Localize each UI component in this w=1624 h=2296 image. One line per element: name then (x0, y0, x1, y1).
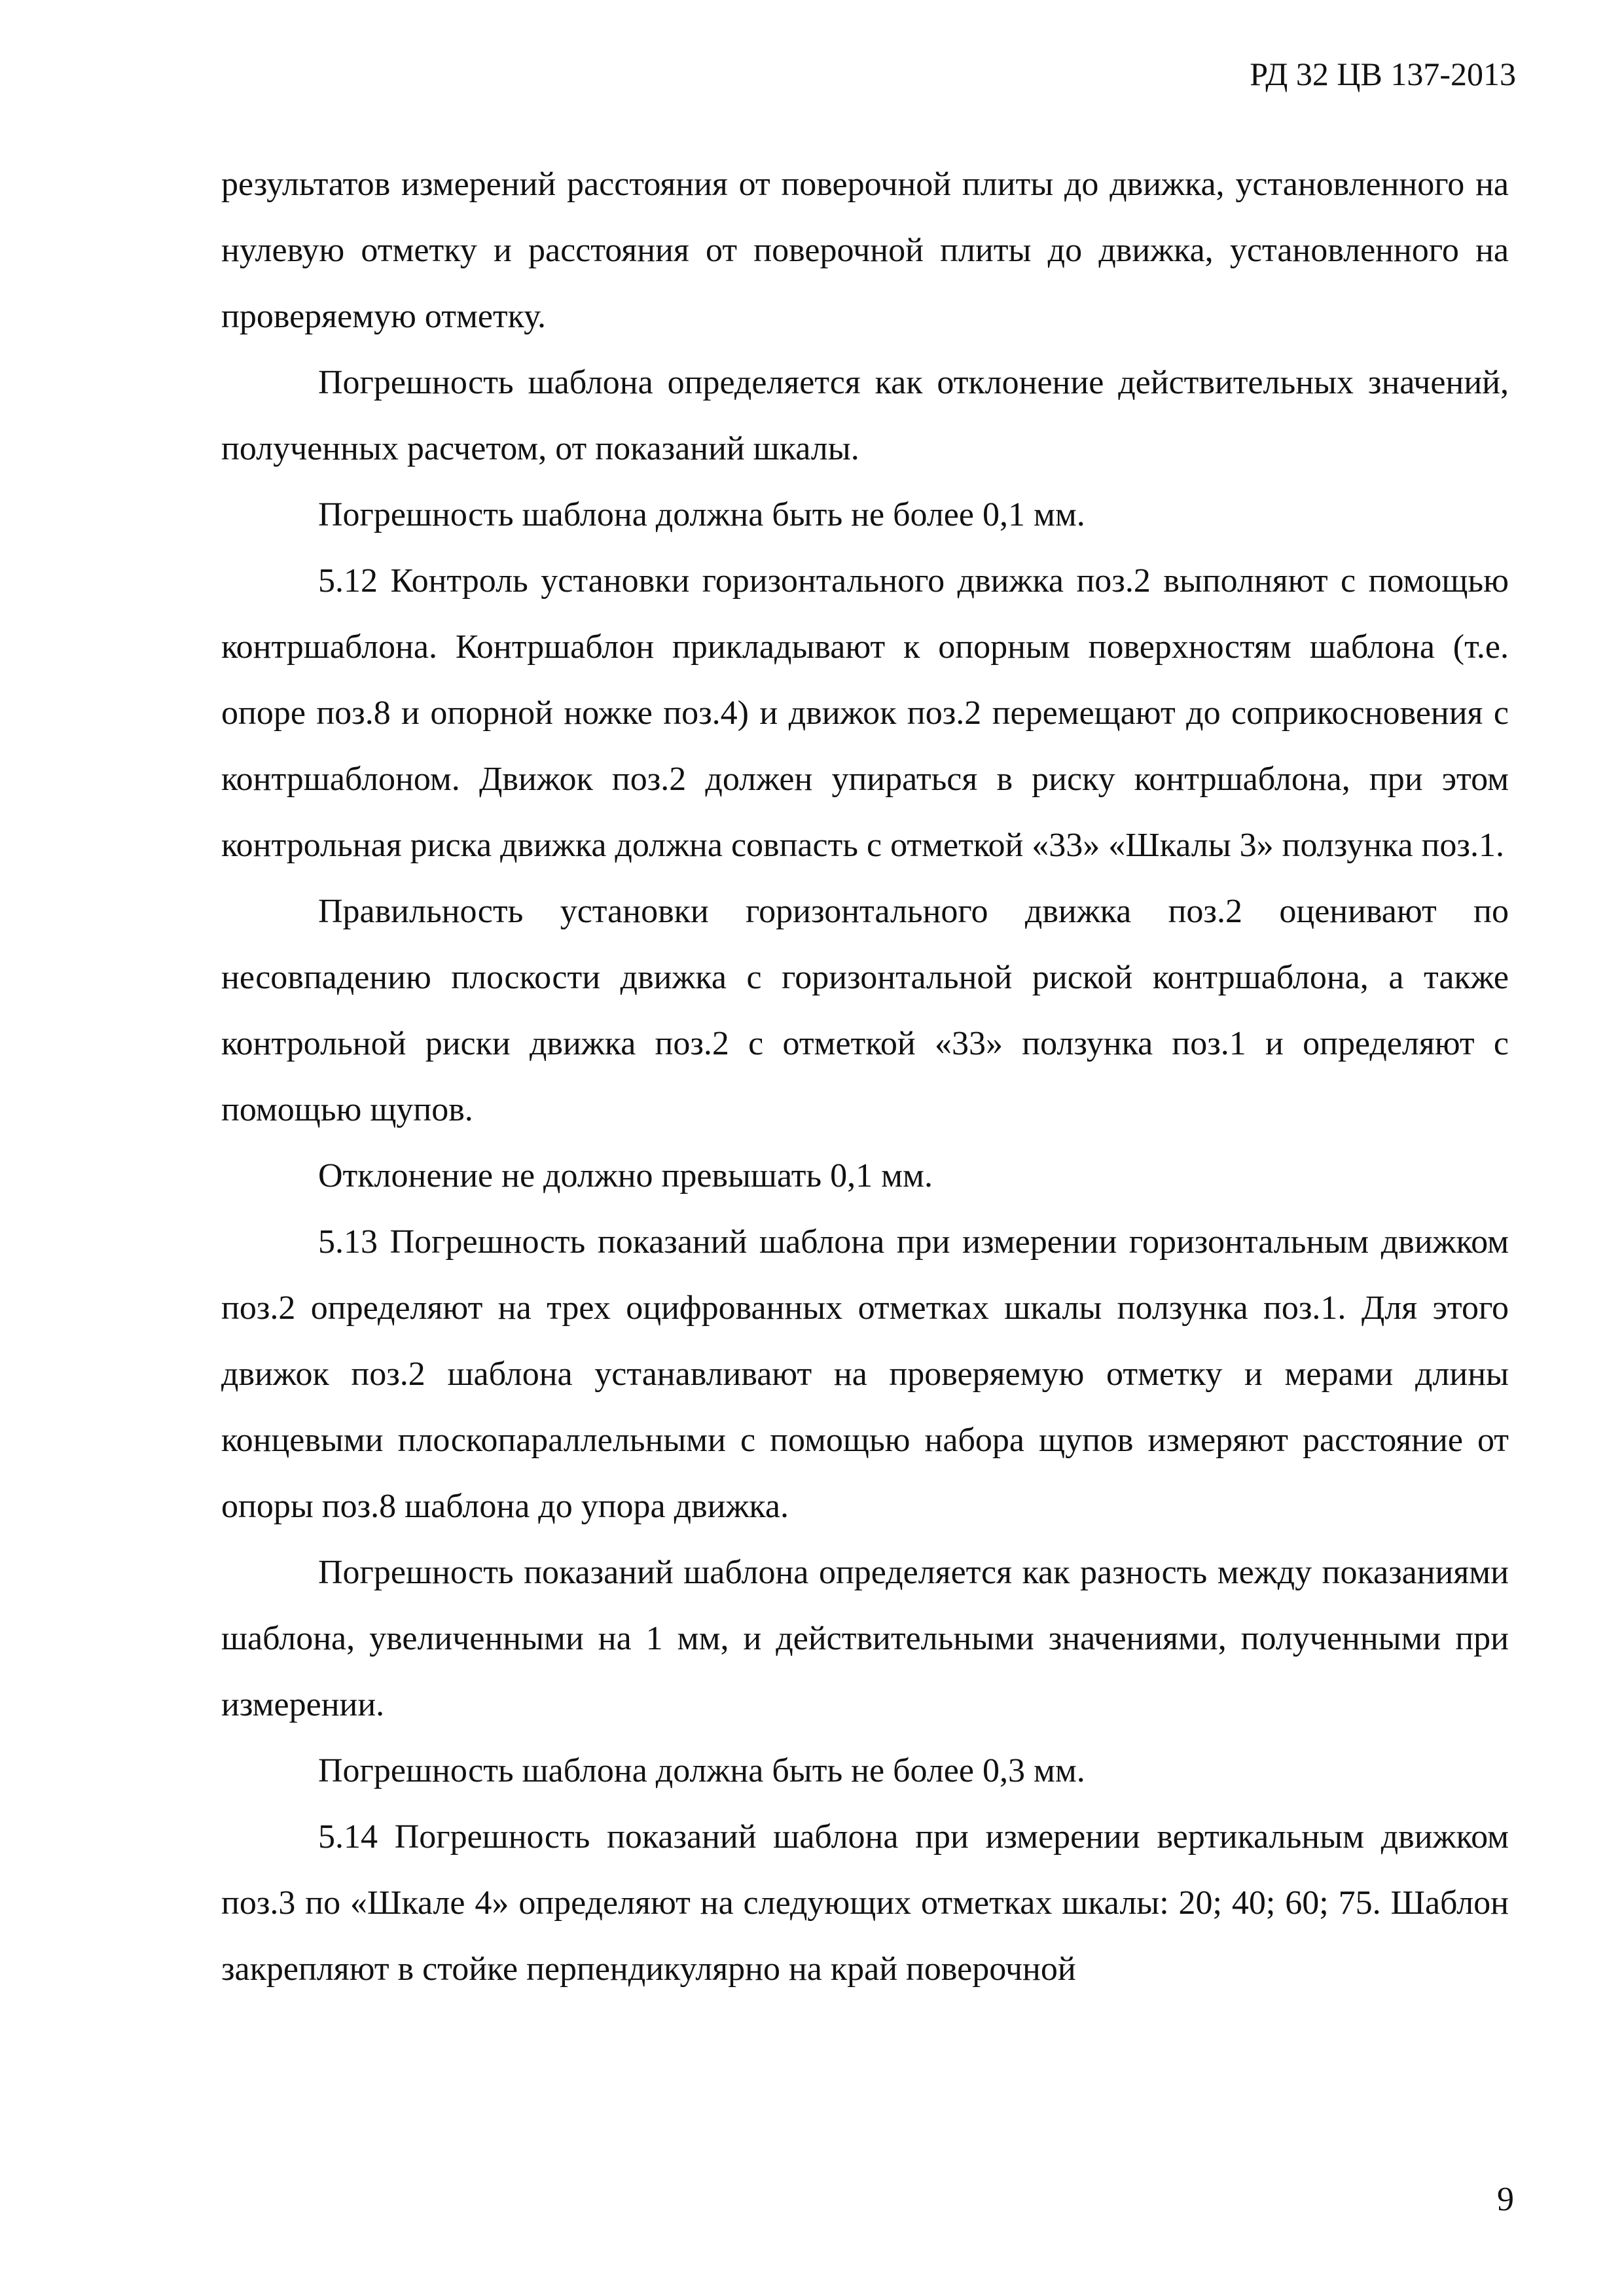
paragraph-error-limit-03: Погрешность шаблона должна быть не более 0,3 мм. (318, 1752, 1085, 1789)
paragraph-reading-error-definition: Погрешность показаний шаблона определяется как разность между показаниями шаблона, увеличенными на 1 мм, и действительными значениями, полученными при измерении. (221, 1554, 1509, 1723)
paragraph-section-5-12: 5.12 Контроль установки горизонтального движка поз.2 выполняют с помощью контршаблона. Контршаблон прикладывают к опорным поверхностям шаблона (т.е. опоре поз.8 и опорной ножке поз.4) и движок поз.2 перемещают до соприкосновения с контршаблоном. Движок поз.2 должен упираться в риску контршаблона, при этом контрольная риска движка должна совпасть с отметкой «33» «Шкалы 3» ползунка поз.1. (221, 562, 1509, 864)
paragraph-deviation-limit: Отклонение не должно превышать 0,1 мм. (318, 1157, 933, 1194)
paragraph-section-5-13: 5.13 Погрешность показаний шаблона при измерении горизонтальным движком поз.2 определяют на трех оцифрованных отметках шкалы ползунка поз.1. Для этого движок поз.2 шаблона устанавливают на проверяемую отметку и мерами длины концевыми плоскопараллельными с помощью набора щупов измеряют расстояние от опоры поз.8 шаблона до упора движка. (221, 1223, 1509, 1525)
paragraph-section-5-14: 5.14 Погрешность показаний шаблона при измерении вертикальным движком поз.3 по «Шкале 4» определяют на следующих отметках шкалы: 20; 40; 60; 75. Шаблон закрепляют в стойке перпендикулярно на край поверочной (221, 1818, 1509, 1988)
paragraph-installation-check: Правильность установки горизонтального движка поз.2 оценивают по несовпадению плоскости движка с горизонтальной риской контршаблона, а также контрольной риски движка поз.2 с отметкой «33» ползунка поз.1 и определяют с помощью щупов. (221, 893, 1509, 1128)
paragraph-error-definition: Погрешность шаблона определяется как отклонение действительных значений, полученных расчетом, от показаний шкалы. (221, 364, 1509, 467)
paragraph-error-limit-01: Погрешность шаблона должна быть не более 0,1 мм. (318, 496, 1085, 533)
document-code-header: РД 32 ЦВ 137-2013 (1250, 56, 1516, 92)
body-text (221, 151, 1509, 2002)
paragraph-continuation: результатов измерений расстояния от поверочной плиты до движка, установленного на нулевую отметку и расстояния от поверочной плиты до движка, установленного на проверяемую отметку. (221, 166, 1509, 335)
page-number: 9 (1497, 2181, 1514, 2218)
